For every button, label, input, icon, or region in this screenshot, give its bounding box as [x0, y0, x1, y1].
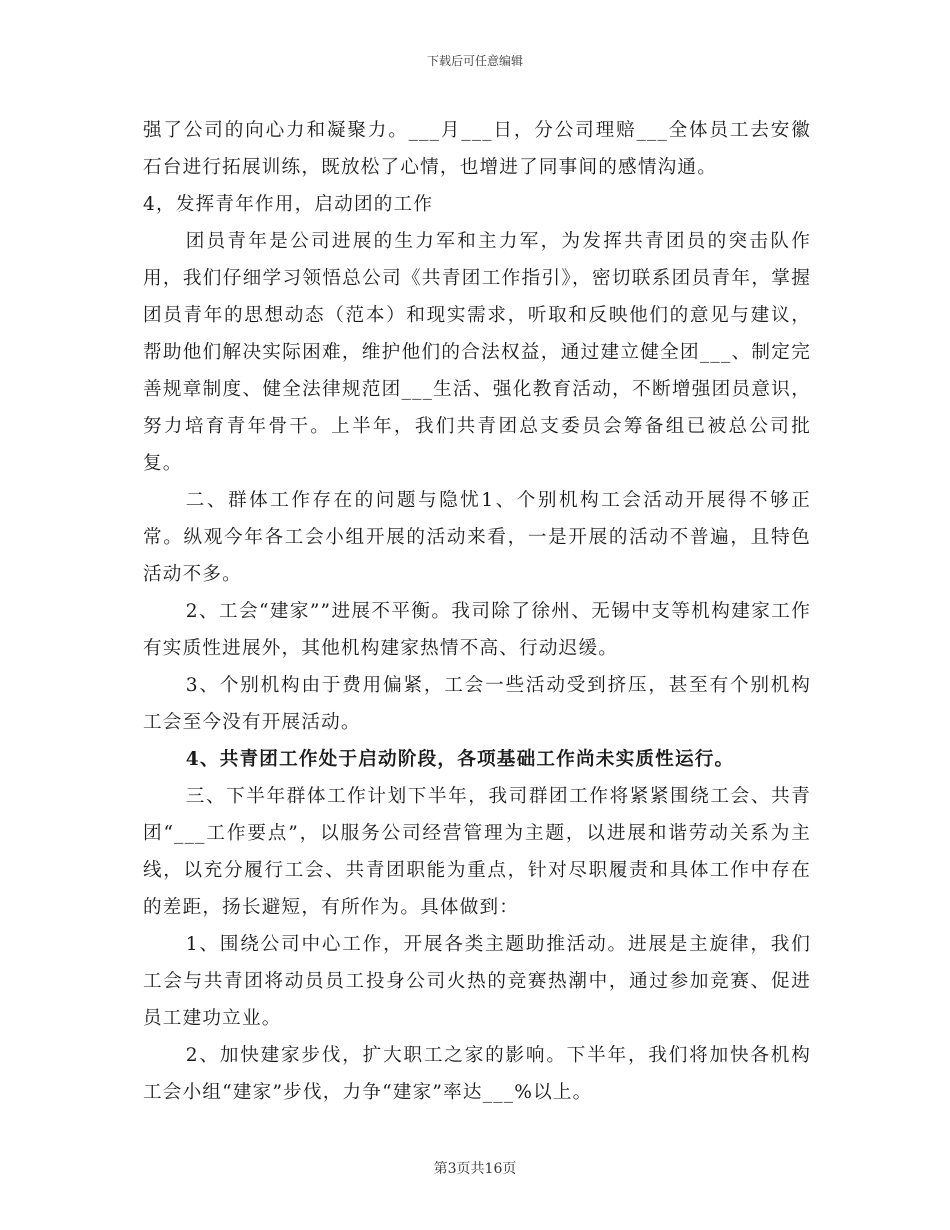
paragraph-10: 2、加快建家步伐，扩大职工之家的影响。下半年，我们将加快各机构工会小组“建家”步伐，力争“建家”率达___%以上。: [143, 1045, 811, 1103]
paragraph-1: 强了公司的向心力和凝聚力。___月___日，分公司理赔___全体员工去安徽石台进行拓展训练，既放松了心情，也增进了同事间的感情沟通。: [143, 120, 811, 178]
paragraph-5: 2、工会“建家””进展不平衡。我司除了徐州、无锡中支等机构建家工作有实质性进展外，其他机构建家热情不高、行动迟缓。: [143, 601, 811, 659]
paragraph-9: 1、围绕公司中心工作，开展各类主题助推活动。进展是主旋律，我们工会与共青团将动员员工投身公司火热的竞赛热潮中，通过参加竞赛、促进员工建功立业。: [143, 934, 811, 1029]
paragraph-8: 三、下半年群体工作计划下半年，我司群团工作将紧紧围绕工会、共青团“___工作要点”，以服务公司经营管理为主题，以进展和谐劳动关系为主线，以充分履行工会、共青团职能为重点，针对尽职履责和具体工作中存在的差距，扬长避短，有所作为。具体做到：: [143, 786, 811, 918]
page-header: 下载后可任意编辑: [426, 54, 523, 68]
paragraph-4: 二、群体工作存在的问题与隐忧1、个别机构工会活动开展得不够正常。纵观今年各工会小组开展的活动来看，一是开展的活动不普遍，且特色活动不多。: [143, 490, 811, 585]
paragraph-2-heading: 4，发挥青年作用，启动团的工作: [143, 194, 434, 215]
page-footer: 第3页共16页: [433, 1161, 517, 1177]
paragraph-6: 3、个别机构由于费用偏紧，工会一些活动受到挤压，甚至有个别机构工会至今没有开展活动。: [143, 675, 811, 733]
paragraph-3: 团员青年是公司进展的生力军和主力军，为发挥共青团员的突击队作用，我们仔细学习领悟总公司《共青团工作指引》，密切联系团员青年，掌握团员青年的思想动态（范本）和现实需求，听取和反映他们的意见与建议，帮助他们解决实际困难，维护他们的合法权益，通过建立健全团___、制定完善规章制度、健全法律规范团___生活、强化教育活动，不断增强团员意识，努力培育青年骨干。上半年，我们共青团总支委员会筹备组已被总公司批复。: [143, 231, 811, 474]
paragraph-7-bold: 4、共青团工作处于启动阶段，各项基础工作尚未实质性运行。: [185, 749, 735, 770]
document-body: [143, 112, 811, 1111]
